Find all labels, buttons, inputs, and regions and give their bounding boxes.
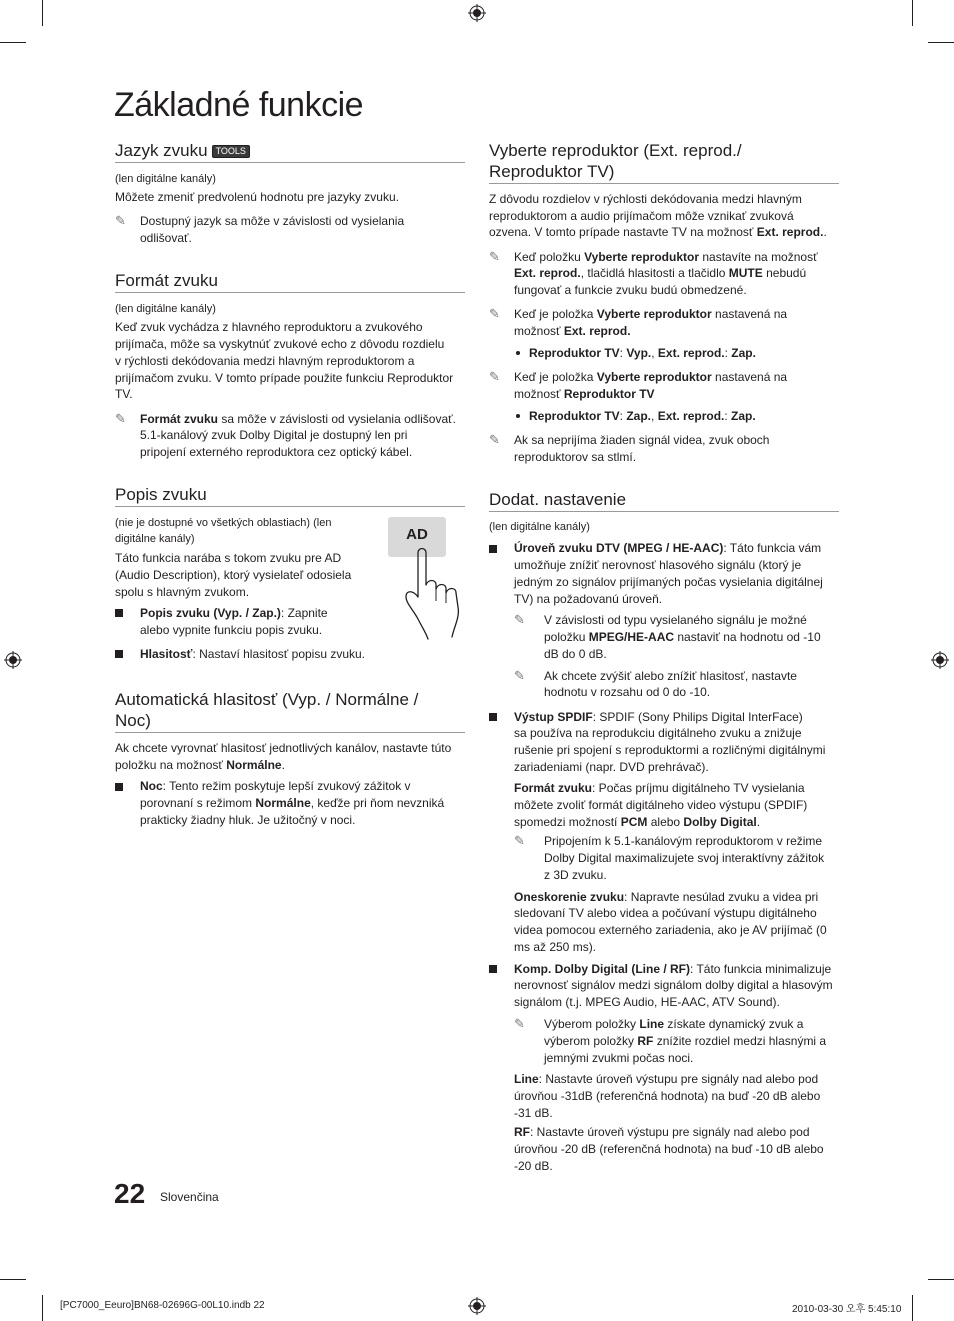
text-run: : — [724, 346, 732, 360]
note-text: Dolby Digital maximalizujete svoj interaktívny zážitok — [544, 851, 825, 865]
text-bold: Vyp. — [626, 346, 652, 360]
crop-mark — [42, 0, 43, 26]
note-text — [514, 249, 818, 266]
text-bold: Reproduktor TV — [529, 346, 620, 360]
text-bold: Reproduktor TV — [529, 409, 620, 423]
note-text — [544, 629, 821, 646]
note-text — [514, 369, 787, 386]
note-text: Pripojením k 5.1-kanálovým reproduktorom v režime — [544, 834, 823, 848]
crop-mark — [928, 42, 954, 43]
list-item-text: -20 dB. — [514, 1159, 553, 1173]
text-bold: Formát zvuku — [514, 781, 593, 795]
section-heading-dodat-nastavenie: Dodat. nastavenie — [489, 490, 627, 509]
list-item-text — [514, 1071, 818, 1088]
note-pencil-icon: ✎ — [115, 213, 126, 228]
list-item-text: úrovňou -31dB (referenčná hodnota) na buď -20 dB alebo — [514, 1089, 821, 1103]
text-run: . — [756, 815, 761, 829]
list-item-text: zariadeniami (napr. DVD prehrávač). — [514, 760, 709, 774]
list-item-text: prakticky žiadny hluk. Je užitočný v noci. — [140, 813, 356, 827]
note-pencil-icon: ✎ — [514, 833, 525, 848]
hand-pointer-icon — [400, 545, 470, 640]
list-item — [514, 540, 821, 557]
note-text: fungovať a funkcie zvuku budú obmedzené. — [514, 283, 747, 297]
list-item-text: sledovaní TV alebo videa a počúvaní výstupu digitálneho — [514, 906, 817, 920]
item-bold: Popis zvuku (Vyp. / Zap.) — [140, 606, 281, 620]
body-text: spolu s hlavným zvukom. — [115, 585, 250, 599]
body-text: (Audio Description), ktorý vysielateľ odosiela — [115, 568, 352, 582]
note-text: dB do 0 dB. — [544, 647, 607, 661]
body-text: Keď zvuk vychádza z hlavného reproduktoru a zvukového — [115, 320, 423, 334]
text-run: , keďže pri ňom nevzniká — [310, 796, 445, 810]
list-item-text: ms až 250 ms). — [514, 940, 597, 954]
item-rest: : Tento režim poskytuje lepší zvukový zážitok v — [162, 779, 411, 793]
section-heading-automaticka-hlasitost: Noc) — [115, 711, 151, 730]
text-run: Výberom položky — [544, 1017, 640, 1031]
text-run: : Počas príjmu digitálneho TV vysielania — [592, 781, 805, 795]
registration-mark-icon — [468, 1297, 486, 1315]
item-bold: Výstup SPDIF — [514, 710, 593, 724]
list-item-text: jedným zo signálov prijímaných počas vysielania digitálnej — [514, 575, 823, 589]
registration-mark-icon — [4, 651, 22, 669]
text-run: položku na možnosť — [115, 758, 227, 772]
text-bold: RF — [514, 1125, 530, 1139]
item-bold: Noc — [140, 779, 163, 793]
section-rule — [115, 292, 465, 293]
text-run: . — [281, 758, 285, 772]
note-pencil-icon: ✎ — [514, 612, 525, 627]
list-item-text: -31 dB. — [514, 1106, 553, 1120]
body-text — [489, 224, 827, 241]
note-text — [514, 386, 655, 403]
scope-text: (len digitálne kanály) — [115, 303, 216, 315]
list-item-text: videa pomocou externého zariadenia, ako je AV prijímač (0 — [514, 923, 827, 937]
text-bold: Ext. reprod. — [657, 346, 725, 360]
text-run: : — [724, 409, 732, 423]
ad-button-label: AD — [406, 526, 428, 543]
body-text: prijímača, môže sa vyskytnúť zvukové echo z dôvodu rozdielu — [115, 337, 445, 351]
text-run: ozvena. V tomto prípade nastavte TV na možnosť — [489, 225, 757, 239]
scope-text: (nie je dostupné vo všetkých oblastiach) (len — [115, 517, 332, 529]
list-item-text: sa používa na reprodukciu digitálneho zvuku a znižuje — [514, 726, 802, 740]
body-text: Táto funkcia narába s tokom zvuku pre AD — [115, 551, 342, 565]
note-text — [544, 1016, 803, 1033]
scope-text: (len digitálne kanály) — [115, 173, 216, 185]
item-bold: Úroveň zvuku DTV (MPEG / HE-AAC) — [514, 541, 724, 555]
text-bold: Line — [639, 1017, 665, 1031]
item-rest: : Zapnite — [280, 606, 328, 620]
note-text: 5.1-kanálový zvuk Dolby Digital je dostupný len pri — [140, 428, 408, 442]
list-item-text: alebo vypnite funkciu popis zvuku. — [140, 623, 323, 637]
section-rule — [115, 506, 465, 507]
note-bold: Formát zvuku — [140, 412, 219, 426]
text-bold: Ext. reprod. — [657, 409, 725, 423]
list-item — [514, 961, 831, 978]
section-heading-format-zvuku: Formát zvuku — [115, 271, 218, 290]
text-run: nastavená na — [711, 307, 788, 321]
note-text: Dostupný jazyk sa môže v závislosti od vysielania — [140, 214, 405, 228]
note-text: odlišovať. — [140, 231, 192, 245]
text-bold: Zap. — [731, 409, 756, 423]
text-run: : — [619, 409, 627, 423]
list-item-text — [514, 780, 805, 797]
section-heading-automaticka-hlasitost: Automatická hlasitosť (Vyp. / Normálne / — [115, 690, 419, 709]
text-bold: Ext. reprod. — [756, 225, 824, 239]
text-run: nebudú — [762, 266, 807, 280]
body-text: reproduktorom a audio prijímačom môže vznikať zvuková — [489, 209, 794, 223]
section-rule — [115, 162, 465, 163]
section-rule — [489, 511, 839, 512]
note-text: z 3D zvuku. — [544, 868, 607, 882]
note-pencil-icon: ✎ — [489, 306, 500, 321]
note-pencil-icon: ✎ — [115, 411, 126, 426]
text-run: , — [651, 346, 658, 360]
note-pencil-icon: ✎ — [489, 249, 500, 264]
scope-text: (len digitálne kanály) — [489, 521, 590, 533]
text-bold: Vyberte reproduktor — [596, 307, 712, 321]
note-pencil-icon: ✎ — [489, 369, 500, 384]
bullet-dot — [516, 351, 520, 355]
body-text: Ak chcete vyrovnať hlasitosť jednotlivých kanálov, nastavte túto — [115, 741, 452, 755]
heading-text: Jazyk zvuku — [115, 141, 208, 160]
item-rest: : Táto funkcia minimalizuje — [690, 962, 832, 976]
item-rest: : Táto funkcia vám — [723, 541, 822, 555]
section-heading-vyberte-reproduktor: Reproduktor TV) — [489, 162, 615, 181]
text-run: , tlačidlá hlasitosti a tlačidlo — [580, 266, 729, 280]
crop-mark — [0, 1279, 26, 1280]
page-language: Slovenčina — [160, 1190, 219, 1204]
list-item-text: rušenie pri spojení s reproduktormi a rozličnými digitálnymi — [514, 743, 826, 757]
note-text: V závislosti od typu vysielaného signálu je možné — [544, 613, 807, 627]
list-item-text: umožňuje znížiť nerovnosť hlasového signálu (ktorý je — [514, 558, 802, 572]
text-bold: Normálne — [255, 796, 311, 810]
text-run: porovnaní s režimom — [140, 796, 256, 810]
note-text — [514, 306, 787, 323]
list-item — [140, 646, 365, 663]
text-bold: RF — [637, 1034, 654, 1048]
body-text: prijímačom zvuku. V tomto prípade použite funkciu Reproduktor — [115, 371, 454, 385]
list-item-text — [514, 889, 818, 906]
text-bold: Dolby Digital — [683, 815, 757, 829]
note-text: hodnotu v rozsahu od 0 do -10. — [544, 685, 711, 699]
note-pencil-icon: ✎ — [489, 432, 500, 447]
text-bold: Vyberte reproduktor — [596, 370, 712, 384]
list-item-text: úrovňou -20 dB (referenčná hodnota) na buď -10 dB alebo — [514, 1142, 824, 1156]
crop-mark — [928, 1279, 954, 1280]
body-text: Z dôvodu rozdielov v rýchlosti dekódovania medzi hlavným — [489, 192, 802, 206]
note-text: Ak chcete zvýšiť alebo znížiť hlasitosť, nastavte — [544, 669, 797, 683]
text-bold: Vyberte reproduktor — [584, 250, 700, 264]
body-text: Môžete zmeniť predvolenú hodnotu pre jazyky zvuku. — [115, 190, 399, 204]
text-bold: Normálne — [226, 758, 282, 772]
crop-mark — [0, 42, 26, 43]
list-item — [140, 605, 328, 622]
footer-file-info: [PC7000_Eeuro]BN68-02696G-00L10.indb 22 — [60, 1300, 265, 1311]
bullet-text — [529, 345, 756, 362]
note-text — [514, 323, 631, 340]
bullet-square — [489, 965, 497, 973]
registration-mark-icon — [468, 4, 486, 22]
note-text — [514, 265, 806, 282]
item-rest: : Nastaví hlasitosť popisu zvuku. — [192, 647, 366, 661]
text-run: Keď je položka — [514, 307, 597, 321]
crop-mark — [912, 0, 913, 26]
page-number: 22 — [114, 1178, 146, 1209]
bullet-square — [489, 545, 497, 553]
text-run: alebo — [647, 815, 684, 829]
text-bold: Line — [514, 1072, 539, 1086]
text-bold: PCM — [620, 815, 648, 829]
body-text: v rýchlosti dekódovania medzi hlavným reproduktorom a — [115, 354, 415, 368]
note-text: jemnými zvukmi počas noci. — [544, 1051, 694, 1065]
footer-timestamp: 2010-03-30 오후 5:45:10 — [792, 1304, 902, 1315]
list-item-text — [514, 1124, 810, 1141]
note-pencil-icon: ✎ — [514, 1016, 525, 1031]
note-rest: sa môže v závislosti od vysielania odlišovať. — [218, 412, 456, 426]
text-bold: Ext. reprod. — [514, 266, 581, 280]
section-heading-vyberte-reproduktor: Vyberte reproduktor (Ext. reprod./ — [489, 141, 742, 160]
body-text: TV. — [115, 387, 133, 401]
text-bold: Reproduktor TV — [563, 387, 655, 401]
text-run: možnosť — [514, 324, 564, 338]
tools-badge: TOOLS — [212, 145, 250, 158]
bullet-square — [115, 783, 123, 791]
text-run: , — [651, 409, 658, 423]
text-run: výberom položky — [544, 1034, 638, 1048]
list-item-text: TV) na požadovanú úroveň. — [514, 592, 663, 606]
list-item-text: signálom (t.j. MPEG Audio, HE-AAC, ATV Sound). — [514, 995, 780, 1009]
bullet-dot — [516, 414, 520, 418]
list-item-text: môžete zvoliť formát digitálneho video výstupu (SPDIF) — [514, 798, 808, 812]
section-heading-popis-zvuku: Popis zvuku — [115, 485, 207, 504]
list-item — [140, 778, 411, 795]
bullet-square — [115, 609, 123, 617]
crop-mark — [42, 1295, 43, 1321]
text-run: spomedzi možností — [514, 815, 621, 829]
text-bold: Zap. — [731, 346, 756, 360]
scope-text: digitálne kanály) — [115, 533, 195, 545]
list-item — [514, 709, 803, 726]
text-run: Keď je položka — [514, 370, 597, 384]
text-bold: Zap. — [626, 409, 652, 423]
text-run: nastavená na — [711, 370, 788, 384]
text-bold: Ext. reprod. — [563, 324, 631, 338]
text-run: : Nastavte úroveň výstupu pre signály nad alebo pod — [538, 1072, 819, 1086]
note-text: pripojení externého reproduktora cez optický kábel. — [140, 445, 413, 459]
item-rest: : SPDIF (Sony Philips Digital InterFace) — [592, 710, 803, 724]
list-item-text: nerovnosť signálov medzi signálom dolby digital a hlasovým — [514, 978, 833, 992]
text-run: : Napravte nesúlad zvuku a videa pri — [624, 890, 819, 904]
text-run: Keď položku — [514, 250, 585, 264]
bullet-text — [529, 408, 756, 425]
text-run: nastavíte na možnosť — [699, 250, 818, 264]
bullet-square — [115, 650, 123, 658]
section-rule — [489, 183, 839, 184]
text-bold: Oneskorenie zvuku — [514, 890, 625, 904]
section-heading-jazyk-zvuku — [115, 140, 250, 161]
item-bold: Hlasitosť — [140, 647, 193, 661]
list-item-text — [140, 795, 444, 812]
text-run: : Nastavte úroveň výstupu pre signály nad alebo pod — [530, 1125, 810, 1139]
text-run: . — [823, 225, 827, 239]
body-text — [115, 757, 285, 774]
text-run: : — [619, 346, 627, 360]
text-run: možnosť — [514, 387, 564, 401]
section-rule — [115, 732, 465, 733]
registration-mark-icon — [931, 651, 949, 669]
list-item-text — [514, 814, 760, 831]
note-text: reproduktorov sa stlmí. — [514, 450, 637, 464]
text-run: položku — [544, 630, 589, 644]
note-text — [544, 1033, 826, 1050]
text-run: získate dynamický zvuk a — [664, 1017, 804, 1031]
item-bold: Komp. Dolby Digital (Line / RF) — [514, 962, 690, 976]
text-bold: MPEG/HE-AAC — [588, 630, 675, 644]
note-text — [140, 411, 456, 428]
text-bold: MUTE — [728, 266, 763, 280]
text-run: nastaviť na hodnotu od -10 — [674, 630, 821, 644]
page-title: Základné funkcie — [114, 86, 364, 124]
note-text: Ak sa neprijíma žiaden signál videa, zvuk oboch — [514, 433, 770, 447]
crop-mark — [912, 1295, 913, 1321]
bullet-square — [489, 713, 497, 721]
note-pencil-icon: ✎ — [514, 668, 525, 683]
text-run: znížite rozdiel medzi hlasnými a — [653, 1034, 827, 1048]
